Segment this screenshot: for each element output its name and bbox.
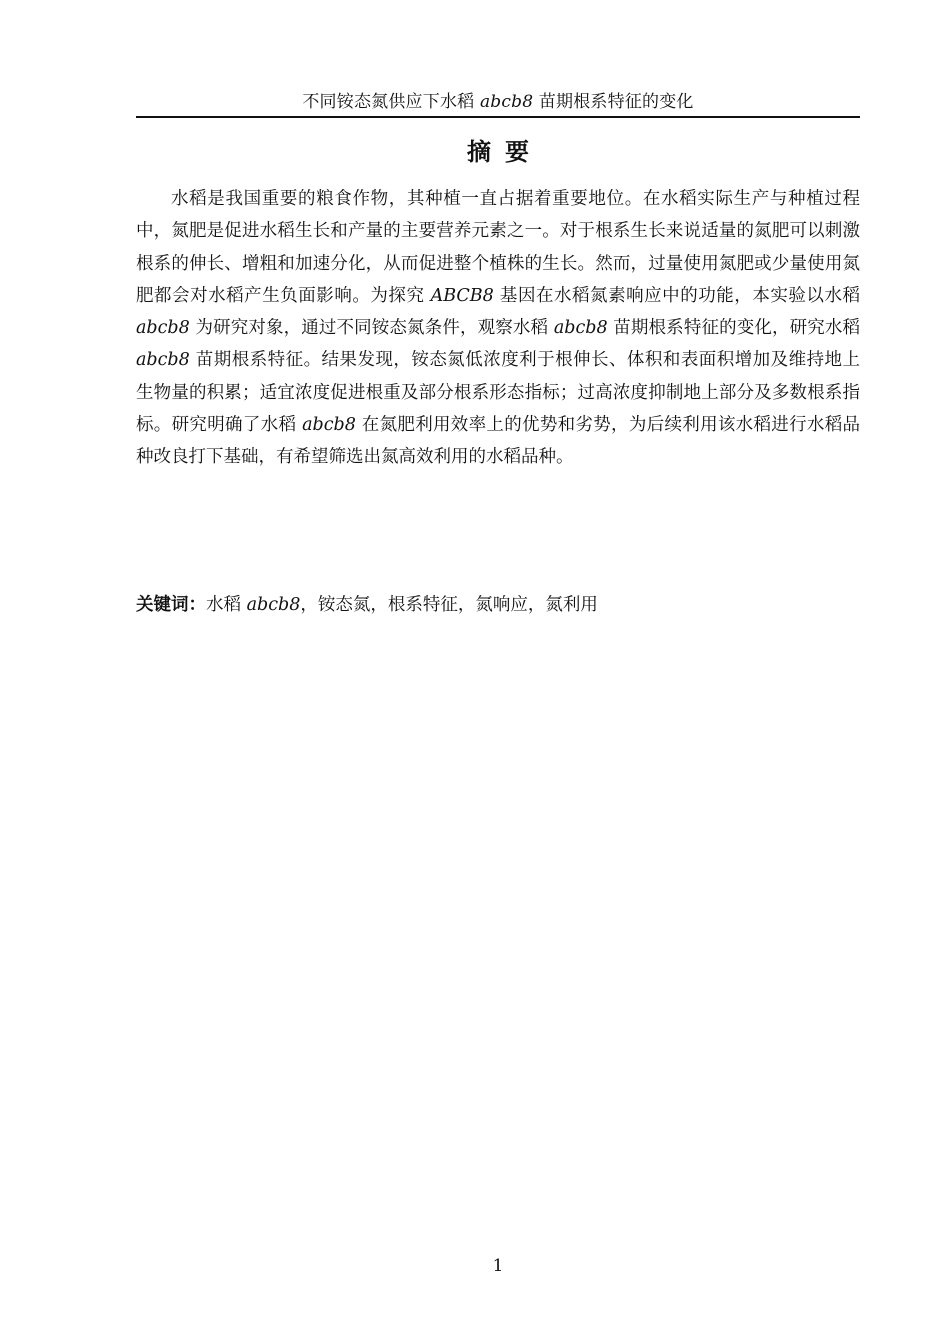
- abstract-text-segment: 苗期根系特征的变化，研究水稻: [607, 318, 861, 339]
- keywords-prefix: 水稻: [206, 595, 247, 615]
- keywords-label: 关键词：: [136, 595, 206, 615]
- abstract-text-segment: 苗期根系特征。结果发现，铵态氮低浓度利于根伸长、体积和表面积增加及维持地上生物量的积累；适宜浓度促进根重及部分根系形态指标；过高浓度抑制地上部分及多数根系指标。研究明确了水稻: [136, 350, 860, 436]
- header-title-part2: 苗期根系特征的变化: [533, 92, 694, 112]
- page-number: 1: [492, 1256, 504, 1276]
- keywords-line: [136, 589, 860, 621]
- abstract-text-segment: 为研究对象，通过不同铵态氮条件，观察水稻: [189, 318, 554, 339]
- abstract-gene-name: abcb8: [302, 415, 356, 436]
- header-title-gene: abcb8: [479, 92, 534, 112]
- abstract-text-segment: 在氮肥利用效率上的优势和劣势，为后续利用该水稻进行水稻品种改良打下基础，有希望筛选出氮高效利用的水稻品种。: [136, 415, 861, 468]
- abstract-gene-name: abcb8: [136, 350, 190, 371]
- abstract-gene-name: abcb8: [136, 318, 190, 339]
- abstract-gene-name: abcb8: [553, 318, 608, 339]
- running-header: [136, 88, 860, 116]
- keywords-rest: ，铵态氮，根系特征，氮响应，氮利用: [300, 595, 598, 615]
- abstract-text-segment: 水稻是我国重要的粮食作物，其种植一直占据着重要地位。在水稻实际生产与种植过程中，氮肥是促进水稻生长和产量的主要营养元素之一。对于根系生长来说适量的氮肥可以刺激根系的伸长、增粗和加速分化，从而促进整个植株的生长。然而，过量使用氮肥或少量使用氮肥都会对水稻产生负面影响。为探究: [136, 189, 860, 306]
- header-divider: [136, 116, 860, 118]
- abstract-heading: 摘要: [467, 138, 543, 166]
- abstract-gene-name: ABCB8: [430, 285, 494, 306]
- keywords-gene-name: abcb8: [246, 595, 301, 615]
- abstract-text-segment: 基因在水稻氮素响应中的功能，本实验以水稻: [493, 285, 860, 306]
- abstract-paragraph: [136, 183, 860, 474]
- header-title-part1: 不同铵态氮供应下水稻: [302, 92, 480, 112]
